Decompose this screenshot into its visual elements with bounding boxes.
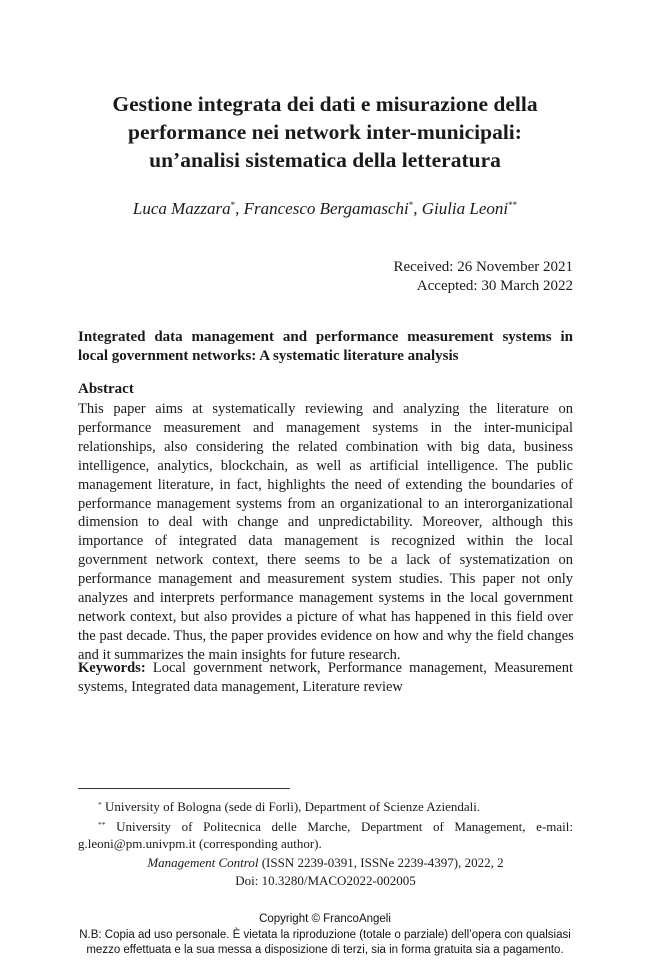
submission-dates <box>393 258 573 296</box>
author-name: Giulia Leoni <box>421 199 509 218</box>
paper-title-italian <box>70 90 580 174</box>
author-list: Luca Mazzara*, Francesco Bergamaschi*, Giulia Leoni** <box>132 199 518 218</box>
abstract-line: performance measurement and management systems in the inter-municipal <box>78 419 573 436</box>
english-title-line: local government networks: A systematic literature analysis <box>78 348 459 364</box>
copyright-line: Copyright © FrancoAngeli <box>259 913 391 925</box>
copyright-line: N.B: Copia ad uso personale. È vietata la riproduzione (totale o parziale) dell’opera con qualsiasi <box>79 928 571 941</box>
affiliation-mark: ** <box>508 200 518 210</box>
affiliation-mark: * <box>408 200 414 210</box>
journal-name: Management Control <box>147 855 259 870</box>
keywords-line: systems, Integrated data management, Literature review <box>78 679 403 695</box>
footnote-mark: * <box>98 800 102 809</box>
keywords-block <box>78 659 573 697</box>
abstract-line: importance of integrated data management is recognized within the local <box>78 533 573 550</box>
abstract-line: analyzes and interprets performance management systems in the local government <box>78 590 573 607</box>
footnotes <box>78 796 573 853</box>
footnote-text: University of Bologna (sede di Forlì), Department of Scienze Aziendali. <box>105 799 481 814</box>
journal-details: (ISSN 2239-0391, ISSNe 2239-4397), 2022, 2 <box>258 855 504 870</box>
paper-title-english <box>78 328 573 366</box>
copyright-line: mezzo effettuata e la sua messa a disposizione di terzi, sia in forma gratuita sia a pagamento. <box>86 944 564 956</box>
footnote-text: University of Politecnica delle Marche, Department of Management, e-mail: <box>116 818 573 834</box>
abstract-line: relationships, also considering the related combination with big data, business <box>78 438 573 455</box>
keywords-label: Keywords: <box>78 660 146 676</box>
footnote-2 <box>78 816 573 836</box>
doi: Doi: 10.3280/MACO2022-002005 <box>235 872 416 888</box>
title-line: Gestione integrata dei dati e misurazione della <box>112 92 538 116</box>
abstract-line: management literature, in fact, highlights the need of extending the boundaries of <box>78 476 573 493</box>
abstract-line: performance management and measurement system studies. This paper not only <box>78 571 573 588</box>
journal-info <box>78 854 573 889</box>
english-title-line: Integrated data management and performance measurement systems in <box>78 329 573 345</box>
abstract-line: intelligence, analytics, blockchain, as well as artificial intelligence. The public <box>78 457 573 474</box>
keywords-text: Local government network, Performance management, Measurement <box>152 660 573 676</box>
abstract-line: government network context, there seems to be a lack of systematization on <box>78 552 573 569</box>
abstract-line: performance management systems from an organizational to an interorganizational <box>78 495 573 512</box>
abstract-line: the past decade. Thus, the paper provides evidence on how and why the field changes <box>78 627 574 644</box>
journal-citation <box>78 854 573 872</box>
author-name: Francesco Bergamaschi <box>243 199 409 218</box>
footnote-mark: ** <box>98 819 106 829</box>
author-name: Luca Mazzara <box>132 199 231 218</box>
affiliation-mark: * <box>230 200 236 210</box>
abstract-line: dimension to deal with change and unpredictability. Moreover, although this <box>78 514 573 531</box>
copyright-notice <box>0 912 650 959</box>
footnote-1 <box>78 796 573 816</box>
abstract-heading: Abstract <box>78 381 134 397</box>
footnote-divider <box>78 788 290 789</box>
title-line: performance nei network inter-municipali: <box>128 120 522 144</box>
keywords-line <box>78 659 573 678</box>
abstract-line: This paper aims at systematically reviewing and analyzing the literature on <box>78 401 573 417</box>
title-line: un’analisi sistematica della letteratura <box>149 148 501 172</box>
accepted-date: Accepted: 30 March 2022 <box>416 278 573 294</box>
received-date: Received: 26 November 2021 <box>393 259 573 275</box>
footnote-2-continued: g.leoni@pm.univpm.it (corresponding author). <box>78 836 322 851</box>
abstract-line: network context, but also provides a picture of what has happened in this field over <box>78 608 573 625</box>
abstract-body <box>78 400 573 665</box>
abstract-line: and it summarizes the main insights for future research. <box>78 646 401 663</box>
